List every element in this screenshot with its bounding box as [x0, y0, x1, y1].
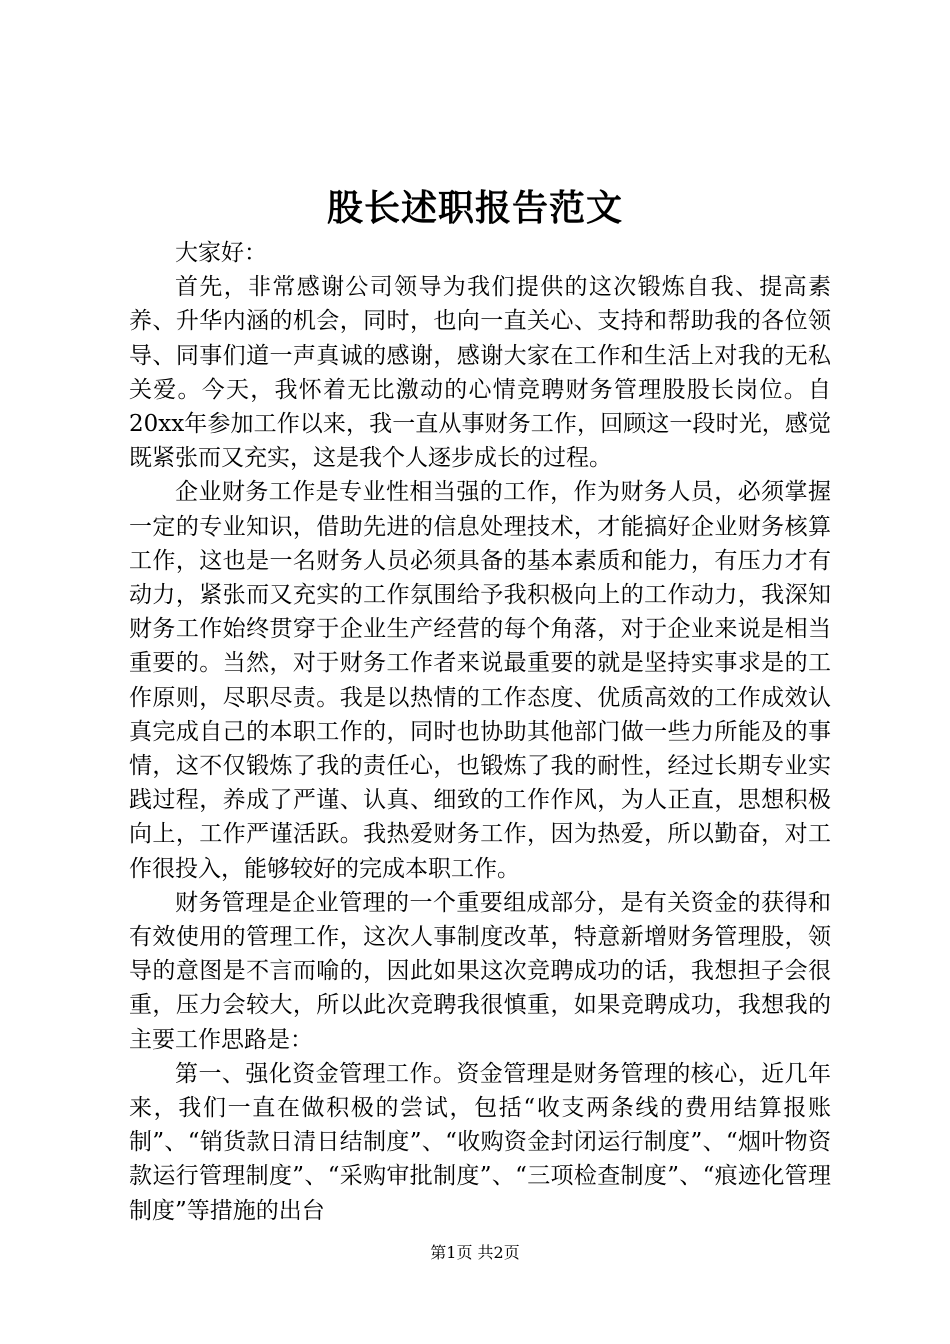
page-footer: 第1页 共2页 — [430, 1243, 520, 1262]
paragraph-1: 首先，非常感谢公司领导为我们提供的这次锻炼自我、提高素养、升华内涵的机会，同时，也向一直关心、支持和帮助我的各位领导、同事们道一声真诚的感谢，感谢大家在工作和生活上对我的无私关爱。今天，我怀着无比激动的心情竞聘财务管理股股长岗位。自20xx年参加工作以来，我一直从事财务工作，回顾这一段时光，感觉既紧张而又充实，这是我个人逐步成长的过程。 — [129, 274, 831, 472]
greeting: 大家好： — [175, 240, 267, 266]
paragraph-2: 企业财务工作是专业性相当强的工作，作为财务人员，必须掌握一定的专业知识，借助先进的信息处理技术，才能搞好企业财务核算工作，这也是一名财务人员必须具备的基本素质和能力，有压力才有动力，紧张而又充实的工作氛围给予我积极向上的工作动力，我深知财务工作始终贯穿于企业生产经营的每个角落，对于企业来说是相当重要的。当然，对于财务工作者来说最重要的就是坚持实事求是的工作原则，尽职尽责。我是以热情的工作态度、优质高效的工作成效认真完成自己的本职工作的，同时也协助其他部门做一些力所能及的事情，这不仅锻炼了我的责任心，也锻炼了我的耐性，经过长期专业实践过程，养成了严谨、认真、细致的工作作风，为人正直，思想积极向上，工作严谨活跃。我热爱财务工作，因为热爱，所以勤奋，对工作很投入，能够较好的完成本职工作。 — [129, 479, 831, 882]
document-title: 股长述职报告范文 — [326, 187, 623, 229]
paragraph-4: 第一、强化资金管理工作。资金管理是财务管理的核心，近几年来，我们一直在做积极的尝试，包括“收支两条线的费用结算报账制”、“销货款日清日结制度”、“收购资金封闭运行制度”、“烟叶物资款运行管理制度”、“采购审批制度”、“三项检查制度”、“痕迹化管理制度”等措施的出台 — [129, 1060, 831, 1224]
document-body — [129, 236, 831, 1228]
paragraph-3: 财务管理是企业管理的一个重要组成部分，是有关资金的获得和有效使用的管理工作，这次人事制度改革，特意新增财务管理股，领导的意图是不言而喻的，因此如果这次竞聘成功的话，我想担子会很重，压力会较大，所以此次竞聘我很慎重，如果竞聘成功，我想我的主要工作思路是： — [129, 889, 831, 1053]
